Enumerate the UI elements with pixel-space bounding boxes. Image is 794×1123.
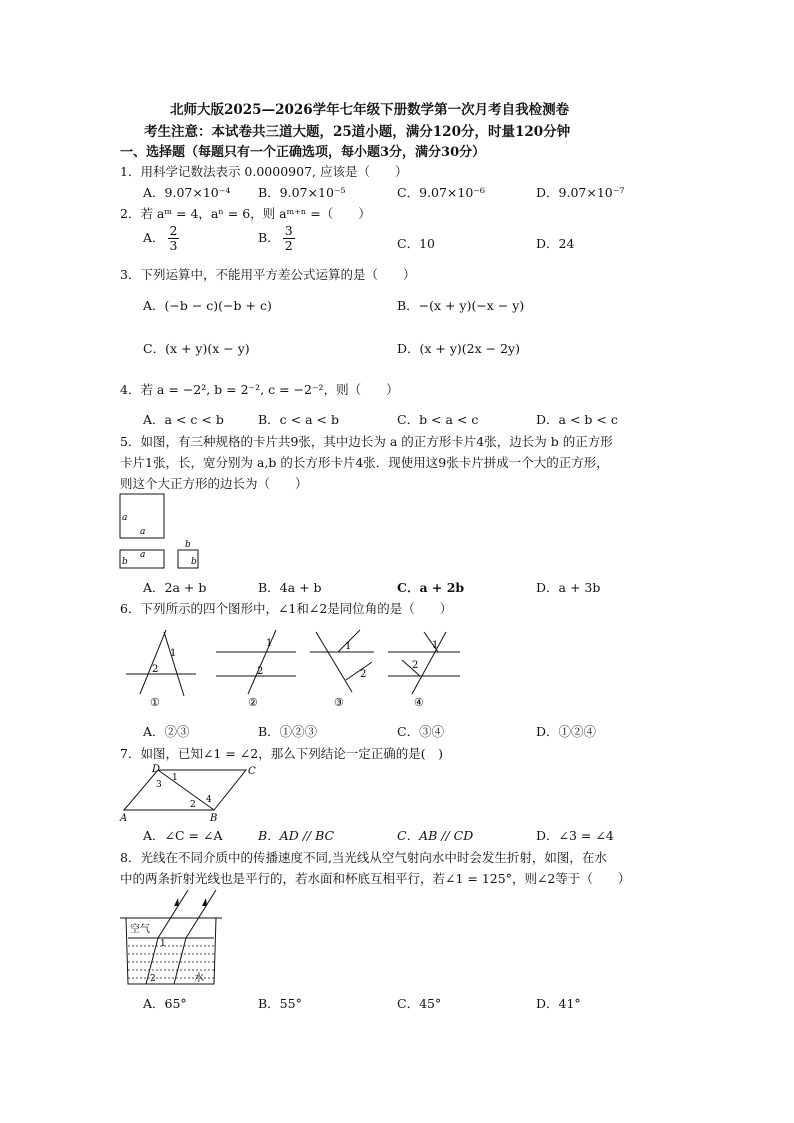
q3-option-d: D．(x + y)(2x − 2y) [397, 341, 520, 356]
q2-option-d [536, 234, 574, 252]
q5-option-c: C．a + 2b [397, 580, 465, 595]
question-1-stem: 1．用科学记数法表示 0.0000907, 应该是（ ） [120, 164, 408, 179]
transversal-line [164, 632, 184, 696]
q8-option-c: C．45° [397, 996, 442, 1011]
question-5-line-2: 卡片1张，长，宽分别为 a,b 的长方形卡片4张．现使用这9张卡片拼成一个大的正方形， [120, 455, 609, 470]
angle-1-label: 1 [266, 638, 273, 649]
light-ray-2-water [174, 938, 186, 984]
question-4-stem: 4．若 a = −2², b = 2⁻², c = −2⁻²，则（ ） [120, 382, 399, 397]
q1-option-c: C．9.07×10⁻⁶ [397, 185, 485, 200]
q3-option-c: C．(x + y)(x − y) [143, 341, 250, 356]
option-value: 24 [558, 236, 575, 251]
arrow-icon [202, 898, 207, 906]
q3-option-a: A．(−b − c)(−b + c) [143, 298, 272, 313]
angle-1-label: 1 [345, 641, 352, 652]
figure-1-number: ① [150, 696, 160, 709]
angle-1-label: 1 [172, 773, 178, 783]
label-b-top: b [185, 540, 191, 550]
q2-option-c [397, 234, 435, 252]
q7-option-b: B．AD // BC [258, 828, 335, 843]
transversal-line [140, 630, 166, 694]
water-label: 水 [194, 973, 204, 984]
figure-4-number: ④ [414, 696, 424, 709]
figure-3-number: ③ [334, 696, 344, 709]
angle-2-label: 2 [190, 800, 196, 810]
numerator: 2 [169, 223, 178, 238]
light-ray-1-air [158, 890, 188, 938]
light-ray-2-air [186, 890, 216, 938]
q1-option-b: B．9.07×10⁻⁵ [258, 185, 346, 200]
fraction [168, 224, 180, 253]
q5-option-a: A．2a + b [143, 580, 207, 595]
q6-figure-2 [216, 630, 296, 709]
q7-option-c: C．AB // CD [397, 828, 474, 843]
label-a-bottom: a [140, 527, 146, 537]
q5-cards-figure [118, 492, 208, 574]
angle-2-label: 2 [150, 974, 156, 984]
angle-2-label: 2 [360, 669, 367, 680]
figure-2-number: ② [248, 696, 258, 709]
question-6-stem: 6．下列所示的四个图形中，∠1和∠2是同位角的是（ ） [120, 601, 453, 616]
point-b-label: B [210, 813, 218, 822]
option-label: A． [143, 229, 165, 245]
q5-option-b: B．4a + b [258, 580, 322, 595]
exam-title: 北师大版2025—2026学年七年级下册数学第一次月考自我检测卷 [170, 102, 570, 118]
fraction [283, 224, 295, 253]
angle-2-label: 2 [152, 664, 159, 675]
question-8-line-1: 8．光线在不同介质中的传播速度不同,当光线从空气射向水中时会发生折射，如图，在水 [120, 850, 607, 865]
numerator: 3 [284, 223, 293, 238]
exam-notice: 考生注意：本试卷共三道大题，25道小题，满分120分，时量120分钟 [144, 124, 571, 140]
q7-option-a: A．∠C = ∠A [143, 828, 223, 843]
q8-option-d: D．41° [536, 996, 581, 1011]
option-label: C． [397, 236, 420, 251]
denominator: 2 [284, 237, 293, 253]
q2-option-b [258, 224, 295, 253]
q4-option-a: A．a < c < b [143, 412, 224, 427]
angle-3-label: 3 [156, 780, 162, 790]
q3-option-b: B．−(x + y)(−x − y) [397, 298, 525, 313]
parallelogram [124, 770, 246, 810]
option-label: B． [258, 229, 280, 245]
question-7-stem: 7．如图，已知∠1 = ∠2，那么下列结论一定正确的是( ) [120, 746, 443, 761]
q6-figure-4 [388, 632, 460, 709]
angle-1-label: 1 [170, 648, 177, 659]
question-2-stem: 2．若 aᵐ = 4，aⁿ = 6，则 aᵐ⁺ⁿ =（ ） [120, 206, 371, 221]
q7-option-d: D．∠3 = ∠4 [536, 828, 614, 843]
section-heading: 一、选择题（每题只有一个正确选项，每小题3分，满分30分） [120, 145, 486, 160]
point-a-label: A [120, 813, 128, 822]
q7-parallelogram-figure [118, 762, 268, 822]
question-5-line-3: 则这个大正方形的边长为（ ） [120, 476, 308, 491]
denominator: 3 [169, 237, 178, 253]
q6-option-c: C．③④ [397, 724, 445, 739]
angle-1-label: 1 [160, 939, 166, 949]
q4-option-c: C．b < a < c [397, 412, 479, 427]
question-5-line-1: 5．如图，有三种规格的卡片共9张，其中边长为 a 的正方形卡片4张，边长为 b 的正方形 [120, 434, 613, 449]
air-label: 空气 [130, 924, 150, 935]
q2-option-a [143, 224, 179, 253]
q6-figure-1 [126, 630, 196, 709]
point-d-label: D [152, 764, 161, 775]
option-value: 10 [419, 236, 435, 251]
angle-2-label: 2 [257, 666, 264, 677]
q4-option-d: D．a < b < c [536, 412, 618, 427]
q6-option-b: B．①②③ [258, 724, 318, 739]
q8-option-a: A．65° [143, 996, 187, 1011]
q6-figures [120, 622, 470, 710]
option-label: D． [536, 236, 559, 251]
label-a-side: a [122, 513, 128, 523]
question-8-line-2: 中的两条折射光线也是平行的，若水面和杯底互相平行，若∠1 = 125°，则∠2等于（ ） [120, 871, 631, 886]
angle-2-label: 2 [412, 660, 419, 671]
arrow-icon [174, 898, 179, 906]
point-c-label: C [248, 766, 256, 777]
angle-4-label: 4 [206, 795, 212, 805]
q8-cup-figure [118, 888, 228, 992]
q6-figure-3 [310, 630, 374, 709]
label-b-rect: b [122, 557, 128, 567]
label-a-rect: a [140, 550, 146, 560]
q1-option-d: D．9.07×10⁻⁷ [536, 185, 625, 200]
question-3-stem: 3．下列运算中，不能用平方差公式运算的是（ ） [120, 267, 416, 282]
q8-option-b: B．55° [258, 996, 302, 1011]
q6-option-a: A．②③ [143, 724, 190, 739]
q1-option-a: A．9.07×10⁻⁴ [143, 185, 231, 200]
label-b-side: b [191, 557, 197, 567]
angle-1-label: 1 [432, 640, 439, 651]
q6-option-d: D．①②④ [536, 724, 597, 739]
q4-option-b: B．c < a < b [258, 412, 339, 427]
ray-line [346, 662, 372, 680]
q5-option-d: D．a + 3b [536, 580, 601, 595]
